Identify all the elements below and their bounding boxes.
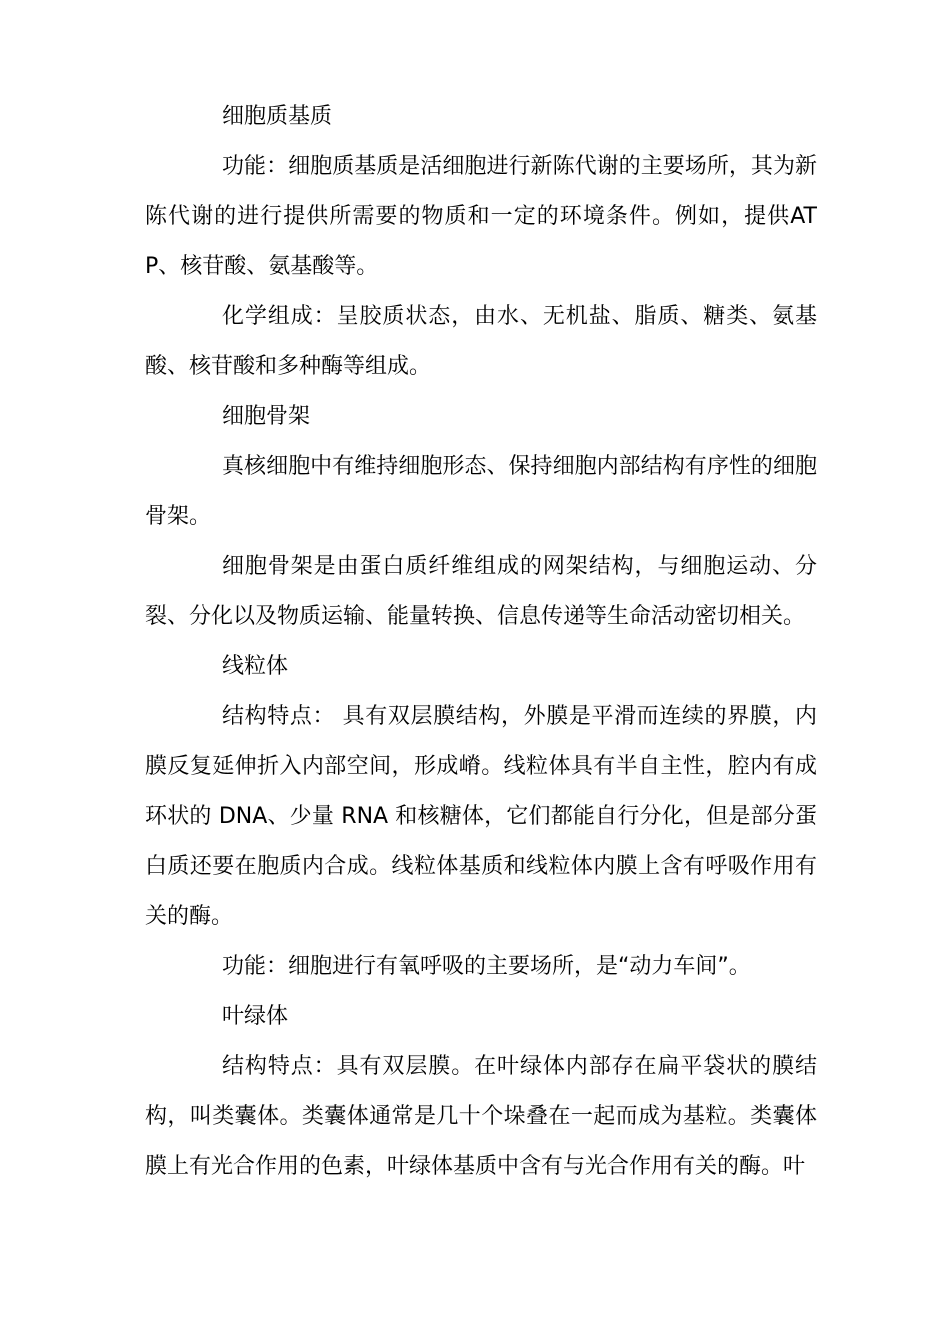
paragraph-mitochondria-structure: 结构特点： 具有双层膜结构，外膜是平滑而连续的界膜，内膜反复延伸折入内部空间，形成嵴。线粒体具有半自主性，腔内有成环状的 DNA、少量 RNA 和核糖体，它们都能自行分化，但是部分蛋白质还要在胞质内合成。线粒体基质和线粒体内膜上含有呼吸作用有关的酶。 (145, 704, 817, 929)
paragraph-cytoplasmic-matrix-composition: 化学组成：呈胶质状态，由水、无机盐、脂质、糖类、氨基酸、核苷酸和多种酶等组成。 (145, 304, 817, 379)
paragraph-mitochondria-function: 功能：细胞进行有氧呼吸的主要场所，是“动力车间”。 (222, 954, 751, 979)
heading-cytoplasmic-matrix: 细胞质基质 (222, 104, 333, 129)
document-body (145, 92, 817, 1192)
paragraph-cytoplasmic-matrix-function: 功能：细胞质基质是活细胞进行新陈代谢的主要场所，其为新陈代谢的进行提供所需要的物质和一定的环境条件。例如，提供ATP、核苷酸、氨基酸等。 (145, 154, 817, 279)
heading-mitochondria: 线粒体 (222, 654, 289, 679)
paragraph-cytoskeleton-structure: 细胞骨架是由蛋白质纤维组成的网架结构，与细胞运动、分裂、分化以及物质运输、能量转换、信息传递等生命活动密切相关。 (145, 554, 817, 629)
paragraph-chloroplast-structure: 结构特点：具有双层膜。在叶绿体内部存在扁平袋状的膜结构，叫类囊体。类囊体通常是几十个垛叠在一起而成为基粒。类囊体膜上有光合作用的色素，叶绿体基质中含有与光合作用有关的酶。叶 (145, 1054, 817, 1179)
heading-cytoskeleton: 细胞骨架 (222, 404, 311, 429)
paragraph-cytoskeleton-intro: 真核细胞中有维持细胞形态、保持细胞内部结构有序性的细胞骨架。 (145, 454, 817, 529)
heading-chloroplast: 叶绿体 (222, 1004, 289, 1029)
